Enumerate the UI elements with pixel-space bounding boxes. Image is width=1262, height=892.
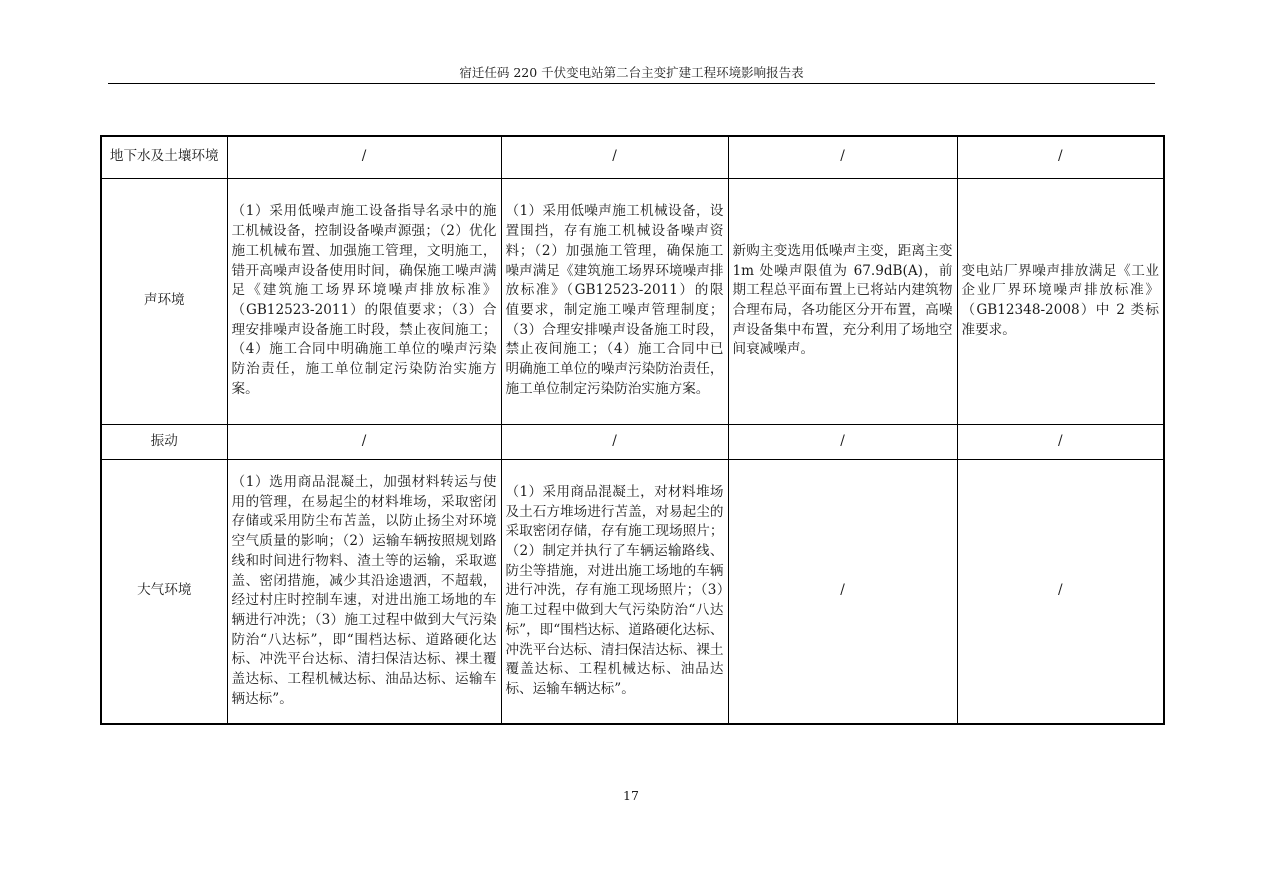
table-cell: （1）采用商品混凝土，对材料堆场及土石方堆场进行苫盖，对易起尘的采取密闭存储，存有施工现场照片；（2）制定并执行了车辆运输路线、防尘等措施，对进出施工场地的车辆进行冲洗，存有施工现场照片；（3）施工过程中做到大气污染防治“八达标”，即“围档达标、道路硬化达标、冲洗平台达标、清扫保洁达标、裸土覆盖达标、工程机械达标、油品达标、运输车辆达标”。: [501, 459, 728, 724]
table-cell: /: [957, 459, 1164, 724]
table-cell: /: [957, 424, 1164, 459]
row-category: 地下水及土壤环境: [101, 136, 227, 178]
table-cell: 变电站厂界噪声排放满足《工业企业厂界环境噪声排放标准》（GB12348-2008）中 2 类标准要求。: [957, 178, 1164, 424]
table-cell: /: [227, 136, 501, 178]
table-cell: /: [501, 136, 728, 178]
table-cell: /: [957, 136, 1164, 178]
table-cell: （1）采用低噪声施工设备指导名录中的施工机械设备，控制设备噪声源强；（2）优化施工机械布置、加强施工管理，文明施工，错开高噪声设备使用时间，确保施工噪声满足《建筑施工场界环境噪声排放标准》（GB12523-2011）的限值要求；（3）合理安排噪声设备施工时段，禁止夜间施工；（4）施工合同中明确施工单位的噪声污染防治责任，施工单位制定污染防治实施方案。: [227, 178, 501, 424]
table-row-vibration: [101, 424, 1164, 459]
table-row-acoustic: [101, 178, 1164, 424]
table-cell: /: [728, 459, 957, 724]
table-cell: /: [227, 424, 501, 459]
page-header-title: 宿迁任码 220 千伏变电站第二台主变扩建工程环境影响报告表: [459, 65, 804, 80]
environment-measures-table: [100, 135, 1165, 725]
table-cell: /: [728, 424, 957, 459]
table-cell: （1）选用商品混凝土，加强材料转运与使用的管理，在易起尘的材料堆场，采取密闭存储或采用防尘布苫盖，以防止扬尘对环境空气质量的影响；（2）运输车辆按照规划路线和时间进行物料、渣土等的运输，采取遮盖、密闭措施，减少其沿途遗洒，不超载，经过村庄时控制车速，对进出施工场地的车辆进行冲洗；（3）施工过程中做到大气污染防治“八达标”，即“围档达标、道路硬化达标、冲洗平台达标、清扫保洁达标、裸土覆盖达标、工程机械达标、油品达标、运输车辆达标”。: [227, 459, 501, 724]
table-cell: /: [501, 424, 728, 459]
table-cell: 新购主变选用低噪声主变，距离主变 1m 处噪声限值为 67.9dB(A)，前期工程总平面布置上已将站内建筑物合理布局，各功能区分开布置，高噪声设备集中布置，充分利用了场地空间衰减噪声。: [728, 178, 957, 424]
table-cell: （1）采用低噪声施工机械设备，设置围挡，存有施工机械设备噪声资料；（2）加强施工管理，确保施工噪声满足《建筑施工场界环境噪声排放标准》（GB12523-2011）的限值要求，制定施工噪声管理制度；（3）合理安排噪声设备施工时段，禁止夜间施工；（4）施工合同中已明确施工单位的噪声污染防治责任，施工单位制定污染防治实施方案。: [501, 178, 728, 424]
row-category: 声环境: [101, 178, 227, 424]
table-cell: /: [728, 136, 957, 178]
page-number: 17: [623, 788, 639, 803]
row-category: 振动: [101, 424, 227, 459]
header-rule: [108, 83, 1155, 84]
row-category: 大气环境: [101, 459, 227, 724]
table-row-groundwater-soil: [101, 136, 1164, 178]
table-row-atmosphere: [101, 459, 1164, 724]
